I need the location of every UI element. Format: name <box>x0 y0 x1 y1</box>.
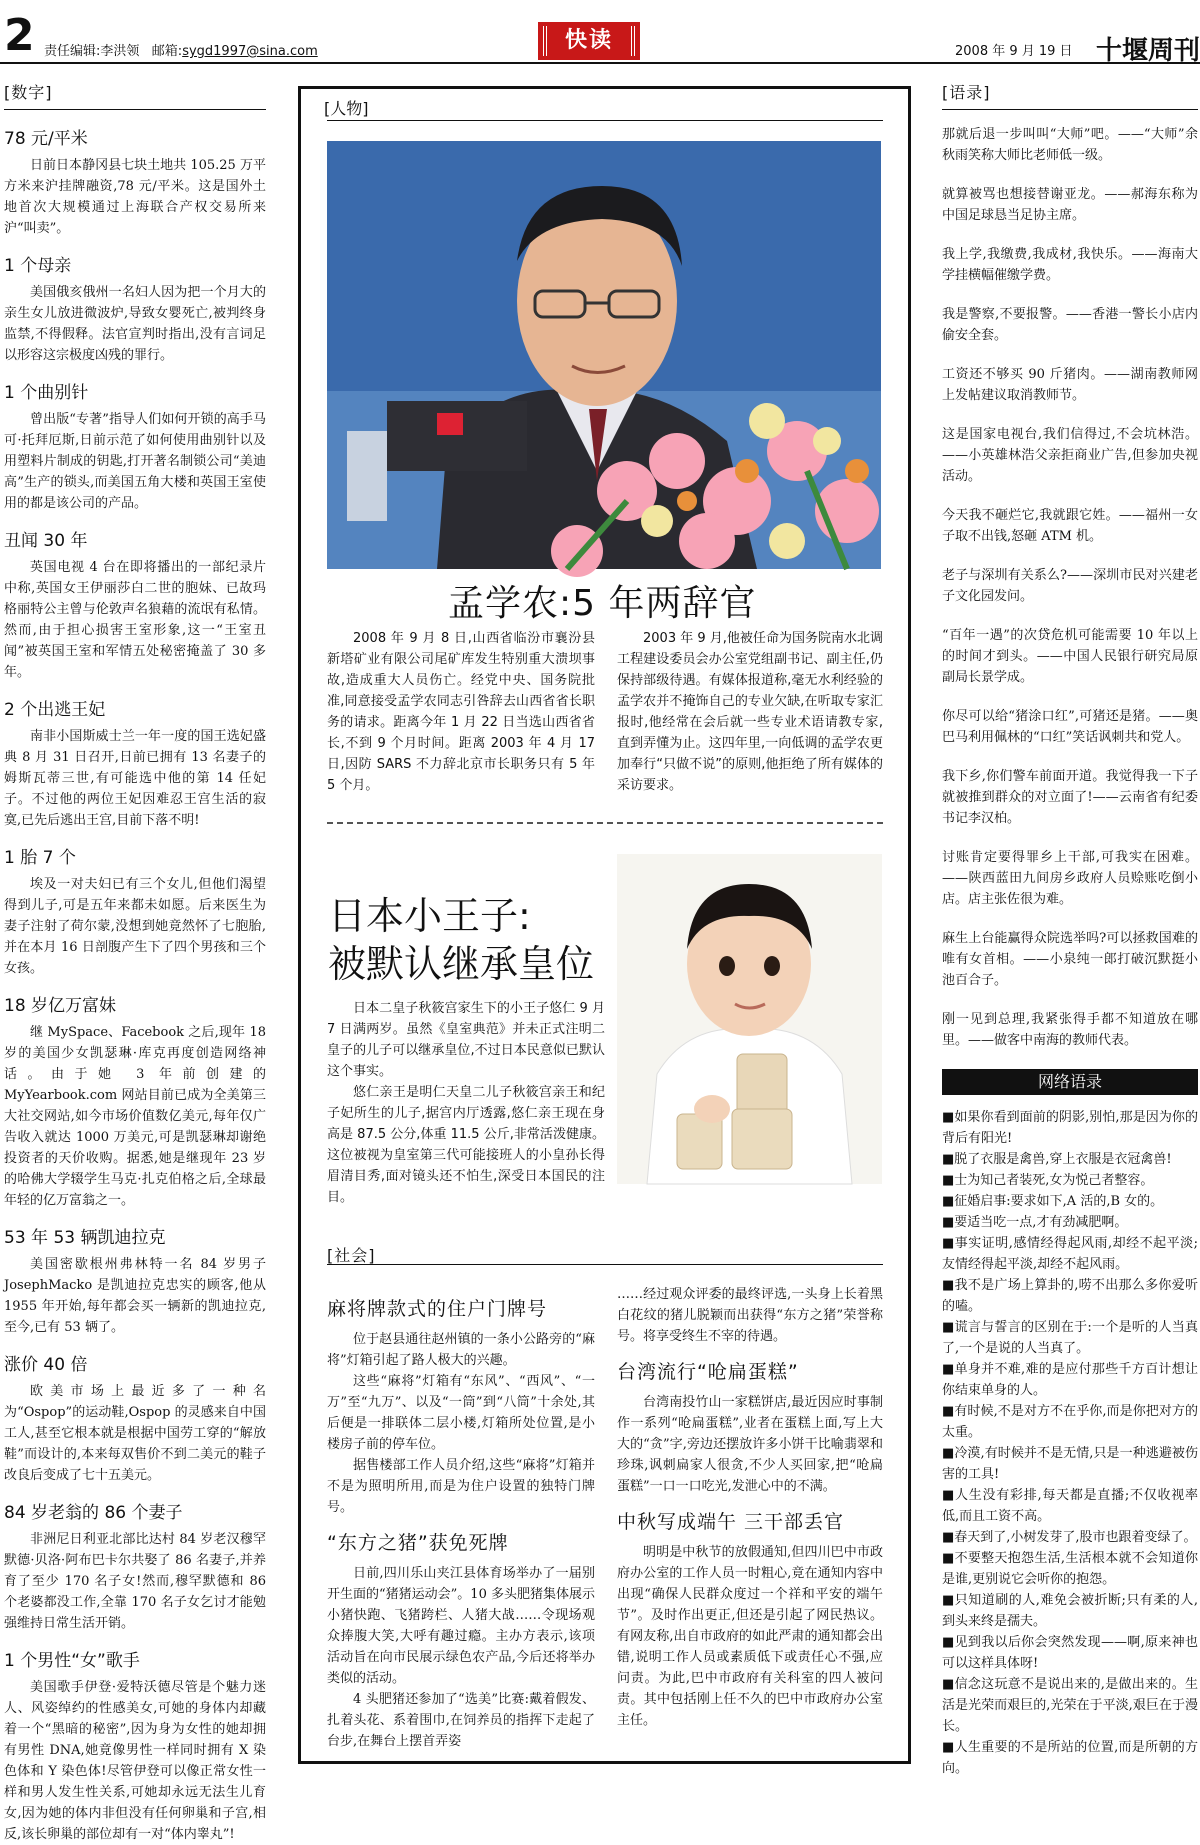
quotes-list <box>942 124 1198 1051</box>
quote-item <box>942 505 1198 547</box>
quote-item <box>942 124 1198 166</box>
net-quote-text: 有时候,不是对方不在乎你,而是你把对方的太重。 <box>942 1404 1198 1440</box>
bullet-icon: ■ <box>942 1677 955 1692</box>
meng-article-left <box>327 628 595 796</box>
society-tag: [社会] <box>327 1246 376 1265</box>
quote-item <box>942 244 1198 286</box>
number-item-title: 18 岁亿万富妹 <box>4 996 117 1016</box>
prince-headline-line1: 日本小王子: <box>328 894 531 938</box>
quote-source: 湖南教师网上发帖建议取消教师节。 <box>942 367 1198 403</box>
number-item-title: 84 岁老翁的 86 个妻子 <box>4 1503 183 1523</box>
net-quotes-list <box>942 1107 1198 1779</box>
society-paragraph: 这些“麻将”灯箱有“东风”、“西风”、“一万”至“九万”、以及“一筒”到“八筒”十余处,其后便是一排联体二层小楼,灯箱所处位置,是小楼房子前的停车位。 <box>327 1374 595 1452</box>
quote-item <box>942 184 1198 226</box>
quote-item <box>942 766 1198 829</box>
bullet-icon: ■ <box>942 1593 955 1608</box>
society-paragraph: 台湾南投竹山一家糕饼店,最近因应时事制作一系列“呛扁蛋糕”,业者在蛋糕上面,写上大大的“贪”字,旁边还摆放许多小饼干比喻翡翠和珍珠,讽刺扁家人很贪,不少人买回家,把“呛扁蛋糕”一口一口吃光,发泄心中的不满。 <box>617 1395 883 1494</box>
numbers-tag-wrap <box>4 80 266 110</box>
net-quote-item <box>942 1359 1198 1401</box>
portrait-illustration <box>327 141 881 569</box>
society-headline: 台湾流行“呛扁蛋糕” <box>617 1361 799 1383</box>
society-paragraph: 位于赵县通往赵州镇的一条小公路旁的“麻将”灯箱引起了路人极大的兴趣。 <box>327 1332 595 1368</box>
bullet-icon: ■ <box>942 1278 955 1293</box>
quote-text: 老子与深圳有关系么?—— <box>942 568 1094 583</box>
net-quote-item <box>942 1191 1198 1212</box>
prince-article <box>327 998 605 1208</box>
quote-text: 麻生上台能赢得众院选举吗?可以拯救国难的唯有女首相。—— <box>942 931 1198 967</box>
section-divider <box>327 822 883 824</box>
net-quote-text: 我不是广场上算卦的,唠不出那么多你爱听的嗑。 <box>942 1278 1198 1314</box>
email-label: 邮箱: <box>151 44 183 59</box>
quote-source: 郝海东称为中国足球恳当足协主席。 <box>942 187 1198 223</box>
society-tag-wrap <box>327 1243 883 1265</box>
net-quote-text: 脱了衣服是禽兽,穿上衣服是衣冠禽兽! <box>954 1152 1172 1167</box>
net-quote-text: 春天到了,小树发芽了,股市也跟着变绿了。 <box>954 1530 1197 1545</box>
quote-text: 你尽可以给“猪涂口红”,可猪还是猪。—— <box>942 709 1185 724</box>
quote-text: 我上学,我缴费,我成材,我快乐。—— <box>942 247 1158 262</box>
quote-source: “大师”余秋雨笑称大师比老师低一级。 <box>942 127 1199 163</box>
prince-paragraph: 悠仁亲王是明仁天皇二儿子秋筱宫亲王和纪子妃所生的儿子,据宫内厅透露,悠仁亲王现在身高是 87.5 公分,体重 11.5 公斤,非常活泼健康。这位被视为皇室第三代可能接班人的小皇孙长得眉清目秀,面对镜头还不怕生,深受日本国民的注目。 <box>327 1085 605 1205</box>
people-tag: [人物] <box>320 96 373 119</box>
number-item-body: 埃及一对夫妇已有三个女儿,但他们渴望得到儿子,可是五年来都未如愿。后来医生为妻子注射了荷尔蒙,没想到她竟然怀了七胞胎,并在本月 16 日剖腹产生下了四个男孩和三个女孩。 <box>4 877 266 976</box>
email-link[interactable]: sygd1997@sina.com <box>182 44 318 59</box>
meng-paragraph: 2003 年 9 月,他被任命为国务院南水北调工程建设委员会办公室党组副书记、副主任,仍保持部级待遇。有媒体报道称,毫无水利经验的孟学农并不掩饰自己的专业欠缺,在听取专家汇报时,他经常在会后就一些专业术语请教专家,直到弄懂为止。这四年里,一向低调的孟学农更加奉行“只做不说”的原则,他拒绝了所有媒体的采访要求。 <box>617 631 883 793</box>
society-headline: “东方之猪”获免死牌 <box>327 1532 509 1554</box>
numbers-column <box>4 80 266 1845</box>
bullet-icon: ■ <box>942 1215 955 1230</box>
quote-item <box>942 1009 1198 1051</box>
quote-source: 香港一警长小店内偷安全套。 <box>942 307 1198 343</box>
quote-source: 陕西蓝田九间房乡政府人员赊账吃倒小店。店主张佐很为难。 <box>942 871 1198 907</box>
number-item-title: 涨价 40 倍 <box>4 1355 88 1375</box>
net-quote-item <box>942 1317 1198 1359</box>
net-quote-item <box>942 1674 1198 1737</box>
net-quotes-title: 网络语录 <box>942 1069 1198 1095</box>
bullet-icon: ■ <box>942 1362 955 1377</box>
quote-item <box>942 565 1198 607</box>
net-quote-text: 不要整天抱怨生活,生活根本就不会知道你是谁,更别说它会听你的抱怨。 <box>942 1551 1198 1587</box>
number-item-body: 南非小国斯威士兰一年一度的国王选妃盛典 8 月 31 日召开,日前已拥有 13 名妻子的姆斯瓦蒂三世,有可能选中他的第 14 任妃子。不过他的两位王妃因难忍王宫生活的寂寞,已先后逃出王宫,目前下落不明! <box>4 729 266 828</box>
net-quote-item <box>942 1632 1198 1674</box>
people-rule <box>327 120 883 121</box>
bullet-icon: ■ <box>942 1446 955 1461</box>
quote-text: 这是国家电视台,我们信得过,不会坑林浩。—— <box>942 427 1198 463</box>
quote-text: 今天我不砸烂它,我就跟它姓。—— <box>942 508 1145 523</box>
net-quote-item <box>942 1170 1198 1191</box>
society-paragraph: 日前,四川乐山夹江县体育场举办了一届别开生面的“猪猪运动会”。10 多头肥猪集体展示小猪快跑、飞猪跨栏、人猪大战……令现场观众捧腹大笑,大呼有趣过瘾。主办方表示,该项活动旨在向市民展示绿色农产品,今后还将举办类似的活动。 <box>327 1566 595 1686</box>
quote-text: 工资还不够买 90 斤猪肉。—— <box>942 367 1130 382</box>
quote-source: 奥巴马利用佩林的“口红”笑话讽刺共和党人。 <box>942 709 1198 745</box>
net-quote-text: 单身并不难,难的是应付那些千方百计想让你结束单身的人。 <box>942 1362 1198 1398</box>
quote-text: 刚一见到总理,我紧张得手都不知道放在哪里。—— <box>942 1012 1198 1048</box>
quote-text: 那就后退一步叫叫“大师”吧。—— <box>942 127 1144 142</box>
net-quote-text: 见到我以后你会突然发现——啊,原来神也可以这样具体呀! <box>942 1635 1198 1671</box>
net-quote-item <box>942 1107 1198 1149</box>
editor-info <box>44 40 318 59</box>
number-item-title: 78 元/平米 <box>4 129 88 149</box>
net-quote-item <box>942 1149 1198 1170</box>
net-quote-text: 只知道刷的人,难免会被折断;只有柔的人,到头来终是孺夫。 <box>942 1593 1198 1629</box>
number-item-body: 欧美市场上最近多了一种名为“Ospop”的运动鞋,Ospop 的灵感来自中国工人,甚至它根本就是根据中国劳工穿的“解放鞋”而设计的,本来每双售价不到二美元的鞋子改良后变成了七十五美元。 <box>4 1384 266 1483</box>
quote-source: 深圳市民对兴建老子文化园发问。 <box>942 568 1198 604</box>
masthead: 十堰周刊 <box>1096 36 1200 66</box>
society-paragraph: ……经过观众评委的最终评选,一头身上长着黑白花纹的猪儿脱颖而出获得“东方之猪”荣誉称号。将享受终生不宰的待遇。 <box>617 1287 883 1344</box>
meng-paragraph: 2008 年 9 月 8 日,山西省临汾市襄汾县新塔矿业有限公司尾矿库发生特别重大溃坝事故,造成重大人员伤亡。经党中央、国务院批准,同意接受孟学农同志引咎辞去山西省省长职务的请求。距离今年 1 月 22 日当选山西省省长,不到 9 个月时间。距离 2003 年 4 月 17 日,因防 SARS 不力辞北京市长职务只有 5 年 5 个月。 <box>327 631 595 793</box>
net-quote-text: 人生重要的不是所站的位置,而是所朝的方向。 <box>942 1740 1198 1776</box>
net-quote-text: 事实证明,感情经得起风雨,却经不起平淡;友情经得起平淡,却经不起风雨。 <box>942 1236 1198 1272</box>
number-item-title: 1 个曲别针 <box>4 383 89 403</box>
meng-article-right <box>617 628 883 796</box>
quote-item <box>942 424 1198 487</box>
quotes-tag-wrap <box>942 80 1198 110</box>
net-quote-text: 冷漠,有时候并不是无情,只是一种逃避被伤害的工具! <box>942 1446 1198 1482</box>
society-left-column <box>327 1284 595 1752</box>
quote-item <box>942 706 1198 748</box>
meng-headline: 孟学农:5 年两辞官 <box>448 583 757 624</box>
bullet-icon: ■ <box>942 1152 955 1167</box>
bullet-icon: ■ <box>942 1236 955 1251</box>
net-quote-item <box>942 1737 1198 1779</box>
issue-date: 2008 年 9 月 19 日 <box>955 44 1073 59</box>
number-item-body: 非洲尼日利亚北部比达村 84 岁老汉穆罕默德·贝洛·阿布巴卡尔共娶了 86 名妻子,并养育了至少 170 名子女!然而,穆罕默德和 86 个老婆都没工作,全靠 170 名子女乞讨才能勉强维持日常生活开销。 <box>4 1532 266 1631</box>
quote-source: 中国人民银行研究局原副局长景学成。 <box>942 649 1198 685</box>
net-quote-text: 征婚启事:要求如下,A 活的,B 女的。 <box>954 1194 1164 1209</box>
prince-headline-line2: 被默认继承皇位 <box>328 942 595 986</box>
net-quote-item <box>942 1275 1198 1317</box>
net-quote-item <box>942 1233 1198 1275</box>
quote-text: “百年一遇”的次贷危机可能需要 10 年以上的时间才到头。—— <box>942 628 1198 664</box>
net-quote-text: 信念这玩意不是说出来的,是做出来的。生活是光荣而艰巨的,光荣在于平淡,艰巨在于漫长。 <box>942 1677 1198 1734</box>
bullet-icon: ■ <box>942 1173 955 1188</box>
quote-text: 我是警察,不要报警。—— <box>942 307 1092 322</box>
bullet-icon: ■ <box>942 1404 955 1419</box>
number-item-title: 1 个母亲 <box>4 256 72 276</box>
quote-item <box>942 847 1198 910</box>
society-paragraph: 据售楼部工作人员介绍,这些“麻将”灯箱并不是为照明所用,而是为住户设置的独特门牌号。 <box>327 1458 595 1515</box>
net-quote-text: 谎言与誓言的区别在于:一个是听的人当真了,一个是说的人当真了。 <box>942 1320 1198 1356</box>
net-quote-text: 人生没有彩排,每天都是直播;不仅收视率低,而且工资不高。 <box>942 1488 1198 1524</box>
bullet-icon: ■ <box>942 1194 955 1209</box>
number-item-body: 继 MySpace、Facebook 之后,现年 18 岁的美国少女凯瑟琳·库克再度创造网络神话。由于她 3 年前创建的 MyYearbook.com 网站目前已成为全美第三大社交网站,如今市场价值数亿美元,每年仅广告收入就达 1000 万美元,可是凯瑟琳却谢绝投资者的天价收购。据悉,她是继现年 23 岁的哈佛大学辍学生马克·扎克伯格之后,全球最年轻的亿万富翁之一。 <box>4 1025 266 1208</box>
quote-source: 福州一女子取不出钱,怒砸 ATM 机。 <box>942 508 1198 544</box>
number-item-body: 美国歌手伊登·爱特沃德尽管是个魅力迷人、风姿绰约的性感美女,可她的身体内却藏着一个“黑暗的秘密”,因为身为女性的她却拥有男性 DNA,她竟像男性一样同时拥有 X 染色体和 Y 染色体!尽管伊登可以像正常女性一样和男人发生性关系,可她却永远无法生儿育女,因为她的体内非但没有任何卵巢和子宫,相反,该长卵巢的部位却有一对“体内睾丸”! <box>4 1680 266 1842</box>
number-item-body: 美国密歇根州弗林特一名 84 岁男子 JosephMacko 是凯迪拉克忠实的顾客,他从 1955 年开始,每年都会买一辆新的凯迪拉克,至今,已有 53 辆了。 <box>4 1257 266 1335</box>
society-headline: 麻将牌款式的住户门牌号 <box>327 1298 548 1320</box>
quote-source: 云南省有纪委书记李汉柏。 <box>942 790 1198 826</box>
quote-item <box>942 625 1198 688</box>
bullet-icon: ■ <box>942 1530 955 1545</box>
society-paragraph: 4 头肥猪还参加了“选美”比赛:戴着假发、扎着头花、系着围巾,在饲养员的指挥下走起了台步,在舞台上摆首弄姿 <box>327 1692 595 1749</box>
net-quote-text: 如果你看到面前的阴影,别怕,那是因为你的背后有阳光! <box>942 1110 1198 1146</box>
net-quote-text: 士为知己者装死,女为悦己者整容。 <box>954 1173 1154 1188</box>
quote-text: 我下乡,你们警车前面开道。我觉得我一下子就被推到群众的对立面了!—— <box>942 769 1198 805</box>
number-item-title: 53 年 53 辆凯迪拉克 <box>4 1228 166 1248</box>
net-quote-item <box>942 1485 1198 1527</box>
bullet-icon: ■ <box>942 1551 955 1566</box>
prince-headline <box>328 892 618 988</box>
number-item-body: 美国俄亥俄州一名妇人因为把一个月大的亲生女儿放进微波炉,导致女婴死亡,被判终身监禁,不得假释。法官宣判时指出,没有言词足以形容这宗极度凶残的罪行。 <box>4 285 266 363</box>
numbers-list <box>4 124 266 1845</box>
number-item-body: 曾出版“专著”指导人们如何开锁的高手马可·托拜厄斯,日前示范了如何使用曲别针以及用塑料片制成的钥匙,打开著名制锁公司“美迪高”生产的锁头,而美国五角大楼和英国王室使用的都是该公司的产品。 <box>4 412 266 511</box>
child-illustration <box>617 854 882 1184</box>
net-quote-item <box>942 1443 1198 1485</box>
quote-item <box>942 304 1198 346</box>
editor-label: 责任编辑:李洪领 <box>44 44 140 59</box>
net-quote-item <box>942 1548 1198 1590</box>
number-item-body: 英国电视 4 台在即将播出的一部纪录片中称,英国女王伊丽莎白二世的胞妹、已故玛格丽特公主曾与伦敦声名狼藉的流氓有私情。然而,由于担心损害王室形象,这一“王室丑闻”被英国王室和军情五处秘密掩盖了 30 多年。 <box>4 560 266 680</box>
header-rule <box>0 62 1200 64</box>
society-headline: 中秋写成端午 三干部丢官 <box>617 1511 845 1533</box>
quote-source: 小泉纯一郎打破沉默挺小池百合子。 <box>942 952 1198 988</box>
number-item-title: 丑闻 30 年 <box>4 531 88 551</box>
net-quote-item <box>942 1212 1198 1233</box>
quote-item <box>942 364 1198 406</box>
quote-source: 做客中南海的教师代表。 <box>994 1033 1138 1048</box>
society-paragraph: 明明是中秋节的放假通知,但四川巴中市政府办公室的工作人员一时粗心,竟在通知内容中出现“确保人民群众度过一个祥和平安的端午节”。及时作出更正,但还是引起了网民热议。有网友称,出自市政府的如此严肃的通知都会出错,说明工作人员或素质低下或责任心不强,应问责。为此,巴中市政府有关科室的四人被问责。其中包括刚上任不久的巴中市政府办公室主任。 <box>617 1545 883 1728</box>
number-item-title: 2 个出逃王妃 <box>4 700 106 720</box>
number-item-title: 1 胎 7 个 <box>4 848 76 868</box>
quote-source: 小英雄林浩父亲拒商业广告,但参加央视活动。 <box>942 448 1198 484</box>
bullet-icon: ■ <box>942 1110 955 1125</box>
bullet-icon: ■ <box>942 1635 955 1650</box>
quote-item <box>942 928 1198 991</box>
quote-source: 海南大学挂横幅催缴学费。 <box>942 247 1198 283</box>
numbers-tag: [数字] <box>4 83 53 102</box>
number-item-body: 日前日本静冈县七块土地共 105.25 万平方米来沪挂牌融资,78 元/平米。这是国外土地首次大规模通过上海联合产权交易所来沪“叫卖”。 <box>4 158 266 236</box>
society-right-column <box>617 1284 883 1731</box>
quote-text: 就算被骂也想接替谢亚龙。—— <box>942 187 1131 202</box>
quote-text: 讨账肯定要得罪乡上干部,可我实在困难。—— <box>942 850 1198 886</box>
prince-paragraph: 日本二皇子秋筱宫家生下的小王子悠仁 9 月 7 日满两岁。虽然《皇室典范》并未正式注明二皇子的儿子可以继承皇位,不过日本民意似已默认这个事实。 <box>327 1001 605 1079</box>
bullet-icon: ■ <box>942 1740 955 1755</box>
bullet-icon: ■ <box>942 1320 955 1335</box>
quotes-column <box>942 80 1198 1779</box>
bullet-icon: ■ <box>942 1488 956 1503</box>
page-number: 2 <box>4 10 35 61</box>
meng-xuenong-photo <box>327 141 881 569</box>
section-badge: 快读 <box>538 22 640 60</box>
number-item-title: 1 个男性“女”歌手 <box>4 1651 140 1671</box>
net-quote-item <box>942 1401 1198 1443</box>
page-header <box>0 0 1200 66</box>
quotes-tag: [语录] <box>942 83 991 102</box>
prince-photo <box>617 854 882 1184</box>
net-quote-text: 要适当吃一点,才有劲减肥啊。 <box>954 1215 1128 1230</box>
net-quote-item <box>942 1527 1198 1548</box>
net-quote-item <box>942 1590 1198 1632</box>
